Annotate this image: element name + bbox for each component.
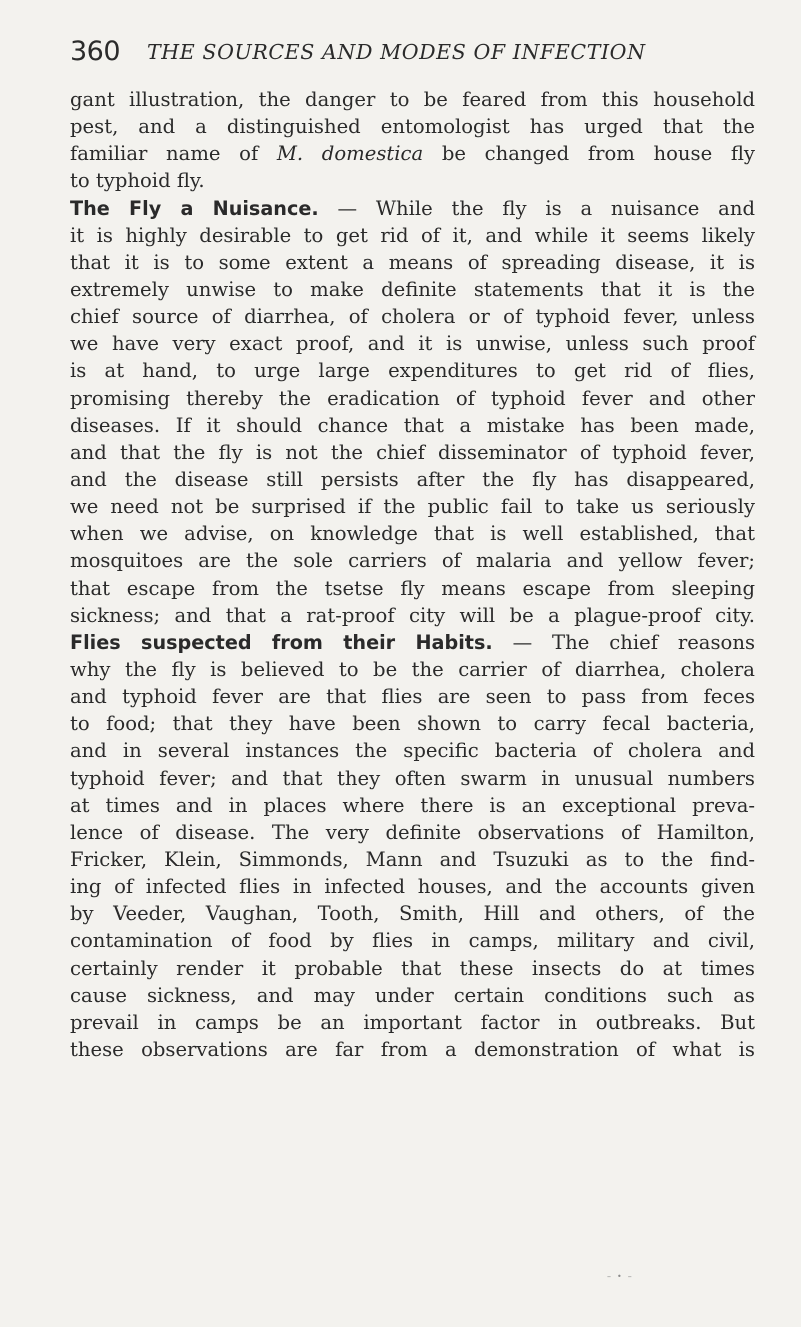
- text-line: contamination of food by flies in camps, military and civil,: [70, 929, 755, 953]
- text-line: is at hand, to urge large expenditures to get rid of flies,: [70, 359, 755, 383]
- text-line: diseases. If it should chance that a mistake has been made,: [70, 413, 755, 437]
- text-line: familiar name of M. domestica be changed from house fly: [70, 142, 755, 166]
- text-line: sickness; and that a rat-proof city will be a plague-proof city.: [70, 603, 755, 627]
- text-line: promising thereby the eradication of typhoid fever and other: [70, 386, 755, 410]
- text-line: typhoid fever; and that they often swarm in unusual numbers: [70, 766, 755, 790]
- text-line: at times and in places where there is an exceptional preva-: [70, 793, 755, 817]
- text-line: cause sickness, and may under certain conditions such as: [70, 983, 755, 1007]
- text-line: gant illustration, the danger to be feared from this household: [70, 88, 755, 111]
- section-heading-line: Flies suspected from their Habits. — The chief reasons: [70, 630, 756, 654]
- run-in-heading: The Fly a Nuisance.: [70, 196, 319, 220]
- text-line: by Veeder, Vaughan, Tooth, Smith, Hill and others, of the: [70, 902, 755, 926]
- print-smudge: –•–: [607, 1272, 638, 1281]
- text-line: these observations are far from a demonstration of what is: [70, 1037, 755, 1061]
- text-line: and the disease still persists after the fly has disappeared,: [70, 467, 755, 491]
- running-title: THE SOURCES AND MODES OF INFECTION: [147, 40, 646, 64]
- text-line: lence of disease. The very definite observations of Hamilton,: [70, 820, 755, 844]
- text-line: chief source of diarrhea, of cholera or of typhoid fever, unless: [70, 305, 755, 329]
- body-text: [70, 86, 755, 1063]
- text-line: and typhoid fever are that flies are seen to pass from feces: [70, 685, 755, 709]
- text-line: prevail in camps be an important factor in outbreaks. But: [70, 1010, 755, 1034]
- text-line: Fricker, Klein, Simmonds, Mann and Tsuzuki as to the find-: [70, 847, 755, 871]
- text-line: pest, and a distinguished entomologist has urged that the: [70, 115, 755, 139]
- text-line: certainly render it probable that these insects do at times: [70, 956, 755, 980]
- section-heading-line: The Fly a Nuisance. — While the fly is a nuisance and: [70, 196, 756, 220]
- text-line: that it is to some extent a means of spreading disease, it is: [70, 250, 755, 274]
- running-head: [70, 36, 750, 70]
- text-line: it is highly desirable to get rid of it, and while it seems likely: [70, 223, 755, 247]
- text-line: ing of infected flies in infected houses, and the accounts given: [70, 875, 755, 899]
- page-number: 360: [70, 36, 121, 67]
- text-line: to typhoid fly.: [70, 169, 205, 193]
- text-line: extremely unwise to make definite statements that it is the: [70, 277, 755, 301]
- text-line: and that the fly is not the chief disseminator of typhoid fever,: [70, 440, 755, 464]
- run-in-heading: Flies suspected from their Habits.: [70, 630, 493, 654]
- text-line: when we advise, on knowledge that is well established, that: [70, 522, 755, 546]
- text-line: to food; that they have been shown to carry fecal bacteria,: [70, 712, 755, 736]
- text-line: that escape from the tsetse fly means escape from sleeping: [70, 576, 755, 600]
- text-line: and in several instances the specific bacteria of cholera and: [70, 739, 755, 763]
- text-line: we need not be surprised if the public fail to take us seriously: [70, 495, 755, 519]
- text-line: mosquitoes are the sole carriers of malaria and yellow fever;: [70, 549, 755, 573]
- text-line: why the fly is believed to be the carrier of diarrhea, cholera: [70, 657, 755, 681]
- text-line: we have very exact proof, and it is unwise, unless such proof: [70, 332, 755, 356]
- species-name: M. domestica: [276, 142, 424, 166]
